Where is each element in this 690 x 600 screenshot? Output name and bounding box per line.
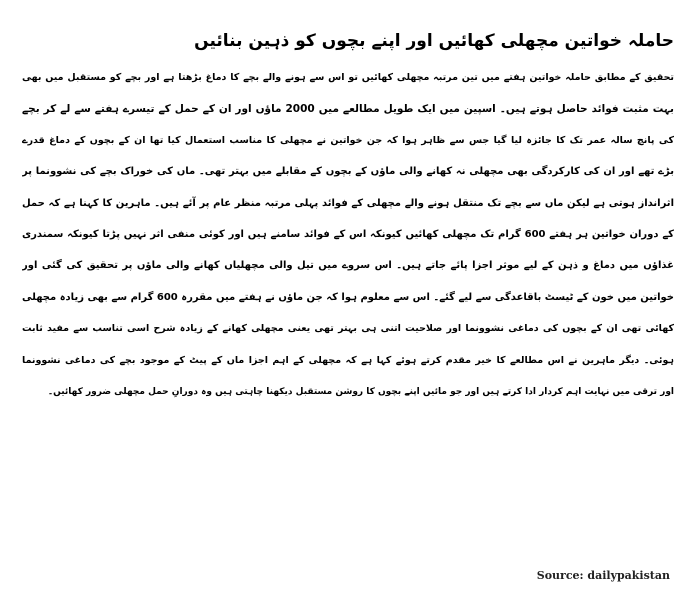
- article-line: ہوئی۔ دیگر ماہرین نے اس مطالعے کا خیر مقدم کرتے ہوئے کہا ہے کہ مچھلی کے اہم اجزا ماں کے پیٹ کے موجود بچے کی دماغی نشوونما: [22, 354, 674, 366]
- article-line: خواتین میں خون کے ٹیسٹ باقاعدگی سے لیے گئے۔ اس سے معلوم ہوا کہ جن ماؤں نے ہفتے میں مقررہ 600 گرام سے بھی زیادہ مچھلی: [22, 291, 674, 303]
- article-line: بہت مثبت فوائد حاصل ہوتے ہیں۔ اسپین میں ایک طویل مطالعے میں 2000 ماؤں اور ان کے حمل کے تیسرے ہفتے سے لے کر بچے: [22, 103, 674, 116]
- article-line: کے دوران خواتین ہر ہفتے 600 گرام تک مچھلی کھائیں کیونکہ اس کے فوائد سامنے ہیں اور کوئی منفی اثر نہیں پڑتا کیونکہ سمندری: [22, 228, 674, 240]
- article-line: بڑے تھے اور ان کی کارکردگی بھی مچھلی نہ کھانے والی ماؤں کے بچوں کے مقابلے میں بہتر تھی۔ ماں کی خوراک بچے کی نشوونما پر: [22, 166, 674, 178]
- source-credit: Source: dailypakistan: [536, 569, 670, 582]
- article-line: اثرانداز ہوتی ہے لیکن ماں سے بچے تک منتقل ہونے والے مچھلی کے فوائد پہلی مرتبہ منظر عام پر آئے ہیں۔ ماہرین کا کہنا ہے کہ حمل: [22, 197, 674, 209]
- article-title: حاملہ خواتین مچھلی کھائیں اور اپنے بچوں کو ذہین بنائیں: [194, 31, 674, 51]
- article-line: تحقیق کے مطابق حاملہ خواتین ہفتے میں تین مرتبہ مچھلی کھائیں تو اس سے ہونے والے بچے کا دماغ بڑھتا ہے اور بچے کو مستقبل میں بھی: [22, 72, 674, 83]
- article-line: کی پانچ سالہ عمر تک کا جائزہ لیا گیا جس سے ظاہر ہوا کہ جن خواتین نے مچھلی کا مناسب استعمال کیا تھا ان کے بچوں کے دماغ قدرے: [22, 134, 674, 146]
- article: [22, 22, 674, 582]
- article-line: کھائی تھی ان کے بچوں کی دماغی نشوونما اور صلاحیت اتنی ہی بہتر تھی یعنی مچھلی کھانے کے زیادہ شرح اسی تناسب سے مفید ثابت: [22, 323, 674, 335]
- article-line: غذاؤں میں دماغ و ذہن کے لیے موثر اجزا پائے جاتے ہیں۔ اس سروے میں تیل والی مچھلیاں کھانے والی ماؤں پر تحقیق کی گئی اور: [22, 260, 674, 272]
- article-body: [22, 68, 674, 402]
- article-line: اور ترقی میں نہایت اہم کردار ادا کرتے ہیں اور جو مائیں اپنے بچوں کا روشن مستقبل دیکھنا چاہتی ہیں وہ دورانِ حمل مچھلی ضرور کھائیں۔: [47, 386, 674, 397]
